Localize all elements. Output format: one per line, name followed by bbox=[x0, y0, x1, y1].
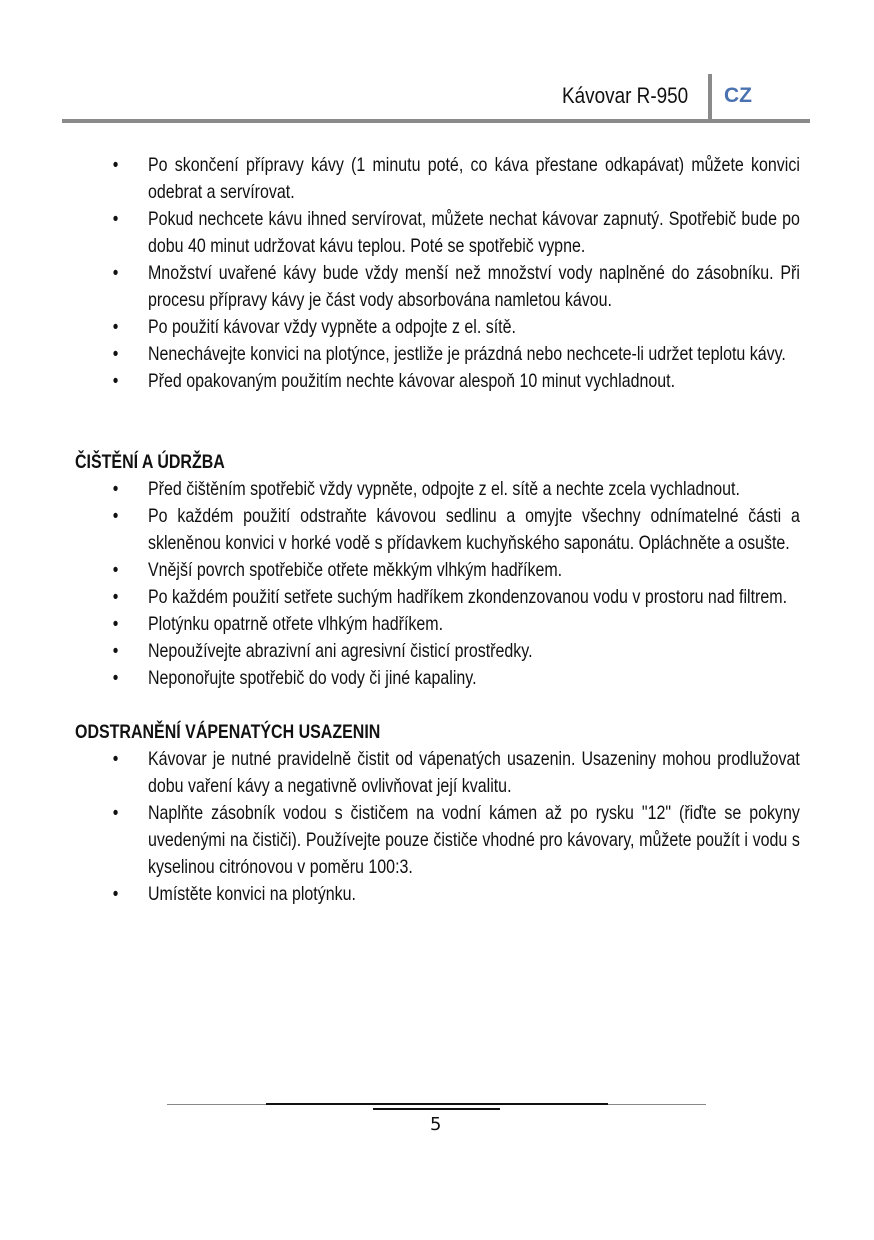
bullet-icon: • bbox=[112, 208, 119, 230]
list-item bbox=[75, 206, 800, 260]
list-item bbox=[75, 557, 800, 584]
list-item bbox=[75, 746, 800, 800]
list-item-text: Po skončení přípravy kávy (1 minutu poté, co káva přestane odkapávat) můžete konvici odebrat a servírovat. bbox=[147, 154, 800, 203]
bullet-icon: • bbox=[112, 370, 119, 392]
list-item bbox=[75, 611, 800, 638]
bullet-icon: • bbox=[112, 316, 119, 338]
header-divider bbox=[708, 74, 712, 122]
list-item-text: Po každém použití odstraňte kávovou sedlinu a omyjte všechny odnímatelné části a skleněnou konvici v horké vodě s přídavkem kuchyňského saponátu. Opláchněte a osušte. bbox=[147, 505, 800, 554]
bullet-icon: • bbox=[112, 748, 119, 770]
list-item-text: Nepoužívejte abrazivní ani agresivní čisticí prostředky. bbox=[147, 640, 533, 662]
list-item-text: Po použití kávovar vždy vypněte a odpojte z el. sítě. bbox=[147, 316, 516, 338]
bullet-icon: • bbox=[112, 667, 119, 689]
language-code: CZ bbox=[724, 84, 752, 107]
footer-rule-dark bbox=[266, 1103, 608, 1105]
bullet-icon: • bbox=[112, 262, 119, 284]
list-item bbox=[75, 584, 800, 611]
page-number: 5 bbox=[430, 1114, 442, 1135]
list-item-text: Umístěte konvici na plotýnku. bbox=[147, 883, 356, 905]
bullet-icon: • bbox=[112, 802, 119, 824]
document-title: Kávovar R-950 bbox=[562, 83, 689, 108]
list-item-text: Vnější povrch spotřebiče otřete měkkým vlhkým hadříkem. bbox=[147, 559, 563, 581]
list-item-text: Před čištěním spotřebič vždy vypněte, odpojte z el. sítě a nechte zcela vychladnout. bbox=[147, 478, 740, 500]
list-item bbox=[75, 881, 800, 908]
bullet-icon: • bbox=[112, 478, 119, 500]
list-item bbox=[75, 800, 800, 881]
section-heading: ODSTRANĚNÍ VÁPENATÝCH USAZENIN bbox=[75, 721, 381, 743]
section-heading: ČIŠTĚNÍ A ÚDRŽBA bbox=[75, 451, 225, 473]
list-item bbox=[75, 260, 800, 314]
list-item bbox=[75, 314, 800, 341]
bullet-icon: • bbox=[112, 343, 119, 365]
page-body bbox=[75, 152, 800, 908]
bullet-icon: • bbox=[112, 154, 119, 176]
header-rule bbox=[62, 119, 810, 123]
list-item-text: Po každém použití setřete suchým hadříkem zkondenzovanou vodu v prostoru nad filtrem. bbox=[147, 586, 788, 608]
bullet-icon: • bbox=[112, 559, 119, 581]
bullet-icon: • bbox=[112, 883, 119, 905]
list-item-text: Neponořujte spotřebič do vody či jiné kapaliny. bbox=[147, 667, 477, 689]
bullet-icon: • bbox=[112, 640, 119, 662]
list-item bbox=[75, 638, 800, 665]
list-item-text: Před opakovaným použitím nechte kávovar alespoň 10 minut vychladnout. bbox=[147, 370, 676, 392]
list-item bbox=[75, 368, 800, 395]
list-item-text: Nenechávejte konvici na plotýnce, jestliže je prázdná nebo nechcete-li udržet teplotu kávy. bbox=[147, 343, 786, 365]
list-item-text: Kávovar je nutné pravidelně čistit od vápenatých usazenin. Usazeniny mohou prodlužovat dobu vaření kávy a negativně ovlivňovat její kvalitu. bbox=[147, 748, 800, 797]
footer-rule-short bbox=[373, 1108, 500, 1110]
bullet-list bbox=[75, 152, 800, 395]
list-item-text: Množství uvařené kávy bude vždy menší než množství vody naplněné do zásobníku. Při procesu přípravy kávy je část vody absorbována namletou kávou. bbox=[147, 262, 800, 311]
bullet-list bbox=[75, 746, 800, 908]
list-item bbox=[75, 152, 800, 206]
bullet-icon: • bbox=[112, 586, 119, 608]
list-item-text: Naplňte zásobník vodou s čističem na vodní kámen až po rysku "12" (řiďte se pokyny uvedenými na čističi). Používejte pouze čističe vhodné pro kávovary, můžete použít i vodu s kyselinou citrónovou v poměru 100:3. bbox=[147, 802, 800, 878]
list-item bbox=[75, 503, 800, 557]
bullet-icon: • bbox=[112, 505, 119, 527]
list-item bbox=[75, 341, 800, 368]
bullet-list bbox=[75, 476, 800, 692]
list-item-text: Pokud nechcete kávu ihned servírovat, můžete nechat kávovar zapnutý. Spotřebič bude po dobu 40 minut udržovat kávu teplou. Poté se spotřebič vypne. bbox=[147, 208, 800, 257]
list-item bbox=[75, 476, 800, 503]
bullet-icon: • bbox=[112, 613, 119, 635]
list-item-text: Plotýnku opatrně otřete vlhkým hadříkem. bbox=[147, 613, 444, 635]
list-item bbox=[75, 665, 800, 692]
